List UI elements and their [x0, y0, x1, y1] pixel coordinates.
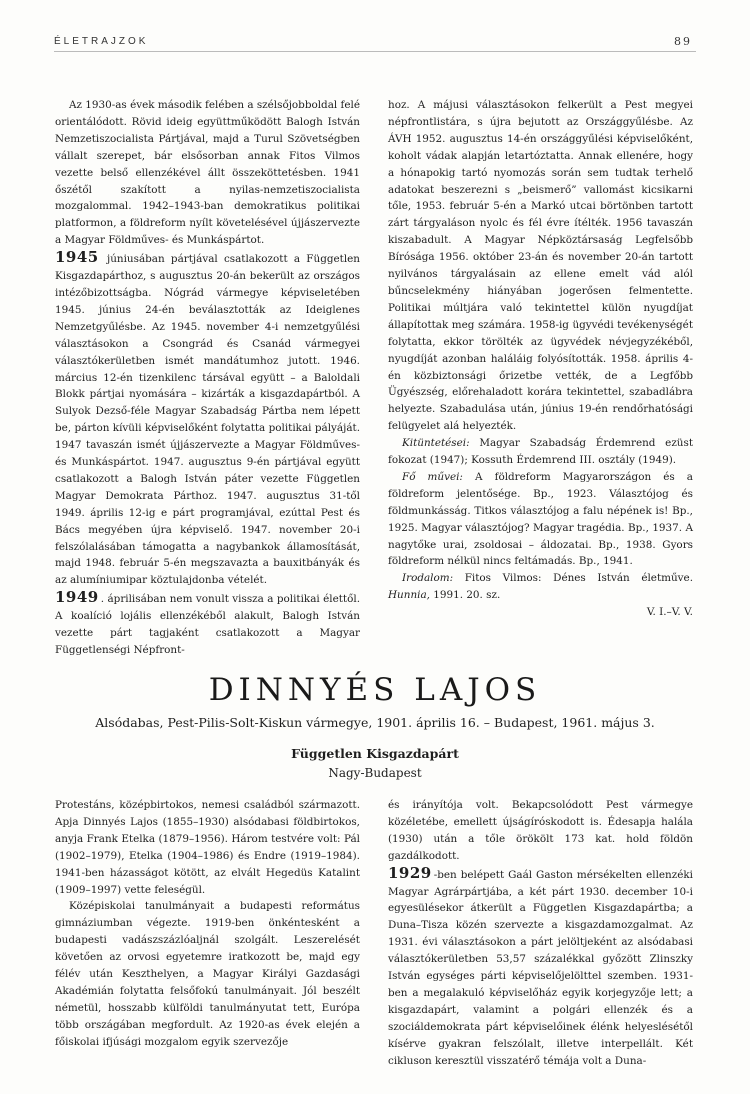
awards-text: Magyar Szabadság Érdemrend ezüst fokozat (1947); Kossuth Érdemrend III. osztály (1949).: [388, 437, 693, 467]
literature-label: Irodalom:: [402, 572, 454, 585]
running-head: ÉLETRAJZOK: [54, 36, 149, 47]
new-bio-left-column: [55, 797, 360, 1051]
paragraph: és irányítója volt. Bekapcsolódott Pest vármegye közéletébe, emellett újságíróskodott is. Édesapja halála (1930) után a tőle örökölt 173 kat. hold földön gazdálkodott.: [388, 799, 693, 862]
header-rule: [54, 51, 696, 52]
literature-paragraph: [388, 570, 693, 604]
works-paragraph: [388, 469, 693, 570]
bio-name: DINNYÉS LAJOS: [208, 672, 542, 708]
paragraph-1949: [55, 589, 360, 659]
literature-journal: Hunnia,: [388, 589, 430, 602]
page-number: 89: [674, 35, 692, 48]
paragraph-text: . áprilisában nem vonult vissza a politikai élettől. A koalíció lojális ellenzékéből alakult, Balogh István vezette párt tagjaként csatlakozott a Magyar Függetlenségi Népfront-: [55, 593, 360, 656]
author-signature: V. I.–V. V.: [646, 606, 693, 619]
literature-text: Fitos Vilmos: Dénes István életműve.: [453, 572, 693, 585]
literature-end: 1991. 20. sz.: [429, 589, 501, 602]
paragraph: hoz. A májusi választásokon felkerült a Pest megyei népfrontlistára, s újra bejutott az Országgyűlésbe. Az ÁVH 1952. augusztus 14-én országgyűlési képviselőként, koholt vádak alapján letartóztatta. Annak ellenére, hogy a hónapokig tartó nyomozás során sem tudtak terhelő adatokat beszerezni s „beismerő” vallomást kicsikarni tőle, 1953. február 5-én a Markó utcai börtönben tartott zárt tárgyaláson nyolc és fél évre ítélték. 1956 tavaszán kiszabadult. A Magyar Népköztársaság Legfelsőbb Bírósága 1956. október 23-án és november 20-án tartott nyilvános tárgyalásain az ellene emelt vád alól bűncselekmény hiányában jogerősen felmentette. Politikai múltjára való tekintettel külön nyugdíjat állapítottak meg számára. 1958-ig ügyvédi tevékenységét folytatta, ekkor törölték az ügyvédek névjegyzékéből, nyugdíját azonban haláláig folyósították. 1958. április 4-én közbiztonsági őrizetbe vették, de a Legfőbb Ügyészség, előrehaladott korára tekintettel, szabadlábra helyezte. Szabadulása után, június 19-én rendőrhatósági felügyelet alá helyezték.: [388, 99, 693, 433]
awards-paragraph: [388, 435, 693, 469]
previous-bio-left-column: [55, 97, 360, 659]
paragraph-1929: [388, 865, 693, 1070]
paragraph-text: júniusában pártjával csatlakozott a Független Kisgazdapárthoz, s augusztus 20-án bekerült az országos intézőbizottságba. Nógrád vármegye képviseletében 1945. június 24-én beválasztották az Ideiglenes Nemzetgyűlésbe. Az 1945. november 4-i nemzetgyűlési választásokon a Csongrád és Csanád vármegyei választókerületben ismét mandátumhoz jutott. 1946. március 12-én tizenkilenc társával együtt – a Baloldali Blokk pártjai nyomására – kizárták a kisgazdapártból. A Sulyok Dezső-féle Magyar Szabadság Pártba nem lépett be, párton kívüli képviselőként folytatta politikai pályáját. 1947 tavaszán ismét újjászervezte a Magyar Földműves- és Munkáspártot. 1947. augusztus 9-én pártjával együtt csatlakozott a Balogh István páter vezette Független Magyar Demokrata Párthoz. 1947. augusztus 31-től 1949. április 12-ig e párt programjával, ezúttal Pest és Bács megyében újra képviselő. 1947. november 20-i felszólalásában támogatta a nagybankok államosítását, majd 1948. február 5-én megszavazta a bauxitbányák és az alumíniumipar köztulajdonba vételét.: [55, 253, 360, 587]
bio-birth-death: Alsódabas, Pest-Pilis-Solt-Kiskun vármegye, 1901. április 16. – Budapest, 1961. május 3.: [95, 715, 655, 730]
bio-party: Független Kisgazdapárt: [291, 746, 459, 761]
works-label: Fő művei:: [402, 470, 463, 483]
paragraph: Protestáns, középbirtokos, nemesi családból származott. Apja Dinnyés Lajos (1855–1930) alsódabasi földbirtokos, anyja Frank Etelka (1879–1956). Három testvére volt: Pál (1902–1979), Etelka (1904–1986) és Endre (1919–1984). 1941-ben házasságot kötött, az elvált Hegedüs Katalint (1909–1997) vette feleségül.: [55, 799, 360, 896]
year-1949: 1949: [55, 588, 99, 607]
paragraph: Középiskolai tanulmányait a budapesti református gimnáziumban végezte. 1919-ben önkéntesként a budapesti vadászszázlóaljnál szolgált. Leszerelését követően az orvosi egyetemre iratkozott be, majd egy félév után Keszthelyen, a Magyar Királyi Gazdasági Akadémián folytatta felsőfokú tanulmányait. Jól beszélt németül, hosszabb külföldi tanulmányutat tett, Európa több országában megfordult. Az 1920-as évek elején a főiskolai ifjúsági mozgalom egyik szervezője: [55, 900, 360, 1048]
paragraph: Az 1930-as évek második felében a szélsőjobboldal felé orientálódott. Rövid ideig együttműködött Balogh István Nemzetiszocialista Pártjával, majd a Turul Szövetségben vállalt szerepet, bár elsősorban annak Fitos Vilmos vezette belső ellenzékével állt összeköttetésben. 1941 őszétől szakított a nyilas-nemzetiszocialista mozgalommal. 1942–1943-ban demokratikus politikai platformon, a földreform nyílt követelésével újjászervezte a Magyar Földműves- és Munkáspártot.: [55, 99, 360, 247]
works-text: A földreform Magyarországon és a földreform jelentősége. Bp., 1923. Választójog és földmunkásság. Titkos választójog a falu népének is! Bp., 1925. Magyar választójog? Magyar tragédia. Bp., 1937. A nagytőke urai, zsoldosai – áldozatai. Bp., 1938. Gyors földreform nélkül nincs feltámadás. Bp., 1941.: [388, 470, 693, 568]
previous-bio-right-column: [388, 97, 693, 621]
new-bio-right-column: [388, 797, 693, 1070]
year-1945: 1945: [55, 248, 99, 267]
paragraph-text: -ben belépett Gaál Gaston mérsékelten ellenzéki Magyar Agrárpártjába, a két párt 1930. december 10-i egyesülésekor átkerült a Független Kisgazdapártba; a Duna–Tisza közén szervezte a kisgazdamozgalmat. Az 1931. évi választásokon a párt jelöltjeként az alsódabasi választókerületben 53,57 százalékkal győzött Zlinszky István egységes párti képviselőjelölttel szemben. 1931-ben a megalakuló képviselőház egyik korjegyzője lett; a kisgazdapárt, valamint a polgári ellenzék és a szociáldemokrata párt képviselőinek élénk helyeslésétől kísérve gyakran felszólalt, illetve interpellált. Két cikluson keresztül visszatérő témája volt a Duna-: [388, 868, 693, 1067]
awards-label: Kitüntetései:: [402, 437, 470, 450]
bio-district: Nagy-Budapest: [328, 766, 422, 780]
paragraph-1945: [55, 249, 360, 589]
year-1929: 1929: [388, 863, 432, 882]
